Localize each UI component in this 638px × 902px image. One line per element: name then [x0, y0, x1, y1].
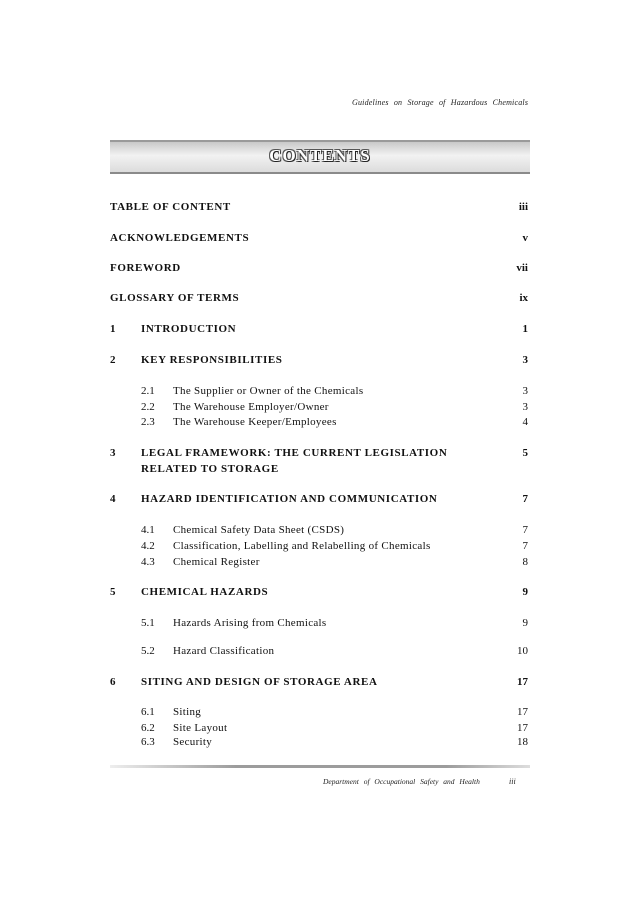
- subsection-number: 2.1: [141, 385, 155, 397]
- section-page: 7: [522, 493, 528, 505]
- subsection-page: 9: [522, 617, 528, 629]
- running-header: Guidelines on Storage of Hazardous Chemicals: [352, 98, 529, 107]
- section-label: HAZARD IDENTIFICATION AND COMMUNICATION: [141, 493, 438, 505]
- subsection-page: 4: [522, 416, 528, 428]
- entry-page: iii: [518, 201, 528, 213]
- section-number: 2: [110, 354, 116, 366]
- subsection-page: 10: [517, 645, 528, 657]
- subsection-label: Security: [173, 736, 213, 748]
- subsection-number: 6.3: [141, 736, 155, 748]
- subsection-number: 5.1: [141, 617, 155, 629]
- subsection-label: Hazard Classification: [173, 645, 275, 657]
- subsection-number: 6.2: [141, 722, 155, 734]
- entry-page: vii: [516, 262, 528, 274]
- subsection-page: 3: [522, 385, 528, 397]
- section-page: 5: [522, 447, 528, 459]
- section-label: SITING AND DESIGN OF STORAGE AREA: [141, 676, 378, 688]
- entry-label: FOREWORD: [110, 262, 181, 274]
- contents-banner: [110, 140, 530, 174]
- subsection-page: 17: [517, 722, 528, 734]
- entry-label: TABLE OF CONTENT: [110, 201, 231, 213]
- section-label: KEY RESPONSIBILITIES: [141, 354, 283, 366]
- subsection-number: 2.2: [141, 401, 155, 413]
- section-number: 5: [110, 586, 116, 598]
- entry-label: GLOSSARY OF TERMS: [110, 292, 240, 304]
- subsection-page: 17: [517, 706, 528, 718]
- contents-title: CONTENTS: [269, 146, 371, 165]
- subsection-label: Chemical Register: [173, 556, 260, 568]
- subsection-page: 3: [522, 401, 528, 413]
- subsection-page: 7: [522, 524, 528, 536]
- subsection-label: The Warehouse Keeper/Employees: [173, 416, 337, 428]
- entry-label: ACKNOWLEDGEMENTS: [110, 232, 250, 244]
- subsection-number: 5.2: [141, 645, 155, 657]
- subsection-label: Site Layout: [173, 722, 228, 734]
- subsection-label: Chemical Safety Data Sheet (CSDS): [173, 524, 345, 536]
- subsection-label: Classification, Labelling and Relabelling of Chemicals: [173, 540, 431, 552]
- footer-page-number: iii: [509, 777, 516, 786]
- subsection-label: Siting: [173, 706, 202, 718]
- section-page: 1: [522, 323, 528, 335]
- subsection-number: 4.3: [141, 556, 155, 568]
- section-label: LEGAL FRAMEWORK: THE CURRENT LEGISLATION: [141, 447, 448, 459]
- subsection-number: 4.1: [141, 524, 155, 536]
- section-label: CHEMICAL HAZARDS: [141, 586, 269, 598]
- section-number: 3: [110, 447, 116, 459]
- subsection-page: 7: [522, 540, 528, 552]
- footer-rule: [110, 765, 530, 768]
- section-label-continued: RELATED TO STORAGE: [141, 463, 279, 475]
- subsection-number: 2.3: [141, 416, 155, 428]
- subsection-page: 18: [517, 736, 528, 748]
- footer-text: Department of Occupational Safety and Health: [323, 777, 480, 786]
- subsection-label: The Warehouse Employer/Owner: [173, 401, 329, 413]
- section-number: 1: [110, 323, 116, 335]
- section-number: 6: [110, 676, 116, 688]
- section-page: 3: [522, 354, 528, 366]
- entry-page: v: [522, 232, 528, 244]
- subsection-label: The Supplier or Owner of the Chemicals: [173, 385, 364, 397]
- section-label: INTRODUCTION: [141, 323, 237, 335]
- entry-page: ix: [519, 292, 528, 304]
- section-page: 9: [522, 586, 528, 598]
- subsection-label: Hazards Arising from Chemicals: [173, 617, 327, 629]
- subsection-number: 6.1: [141, 706, 155, 718]
- section-page: 17: [517, 676, 528, 688]
- section-number: 4: [110, 493, 116, 505]
- subsection-page: 8: [522, 556, 528, 568]
- subsection-number: 4.2: [141, 540, 155, 552]
